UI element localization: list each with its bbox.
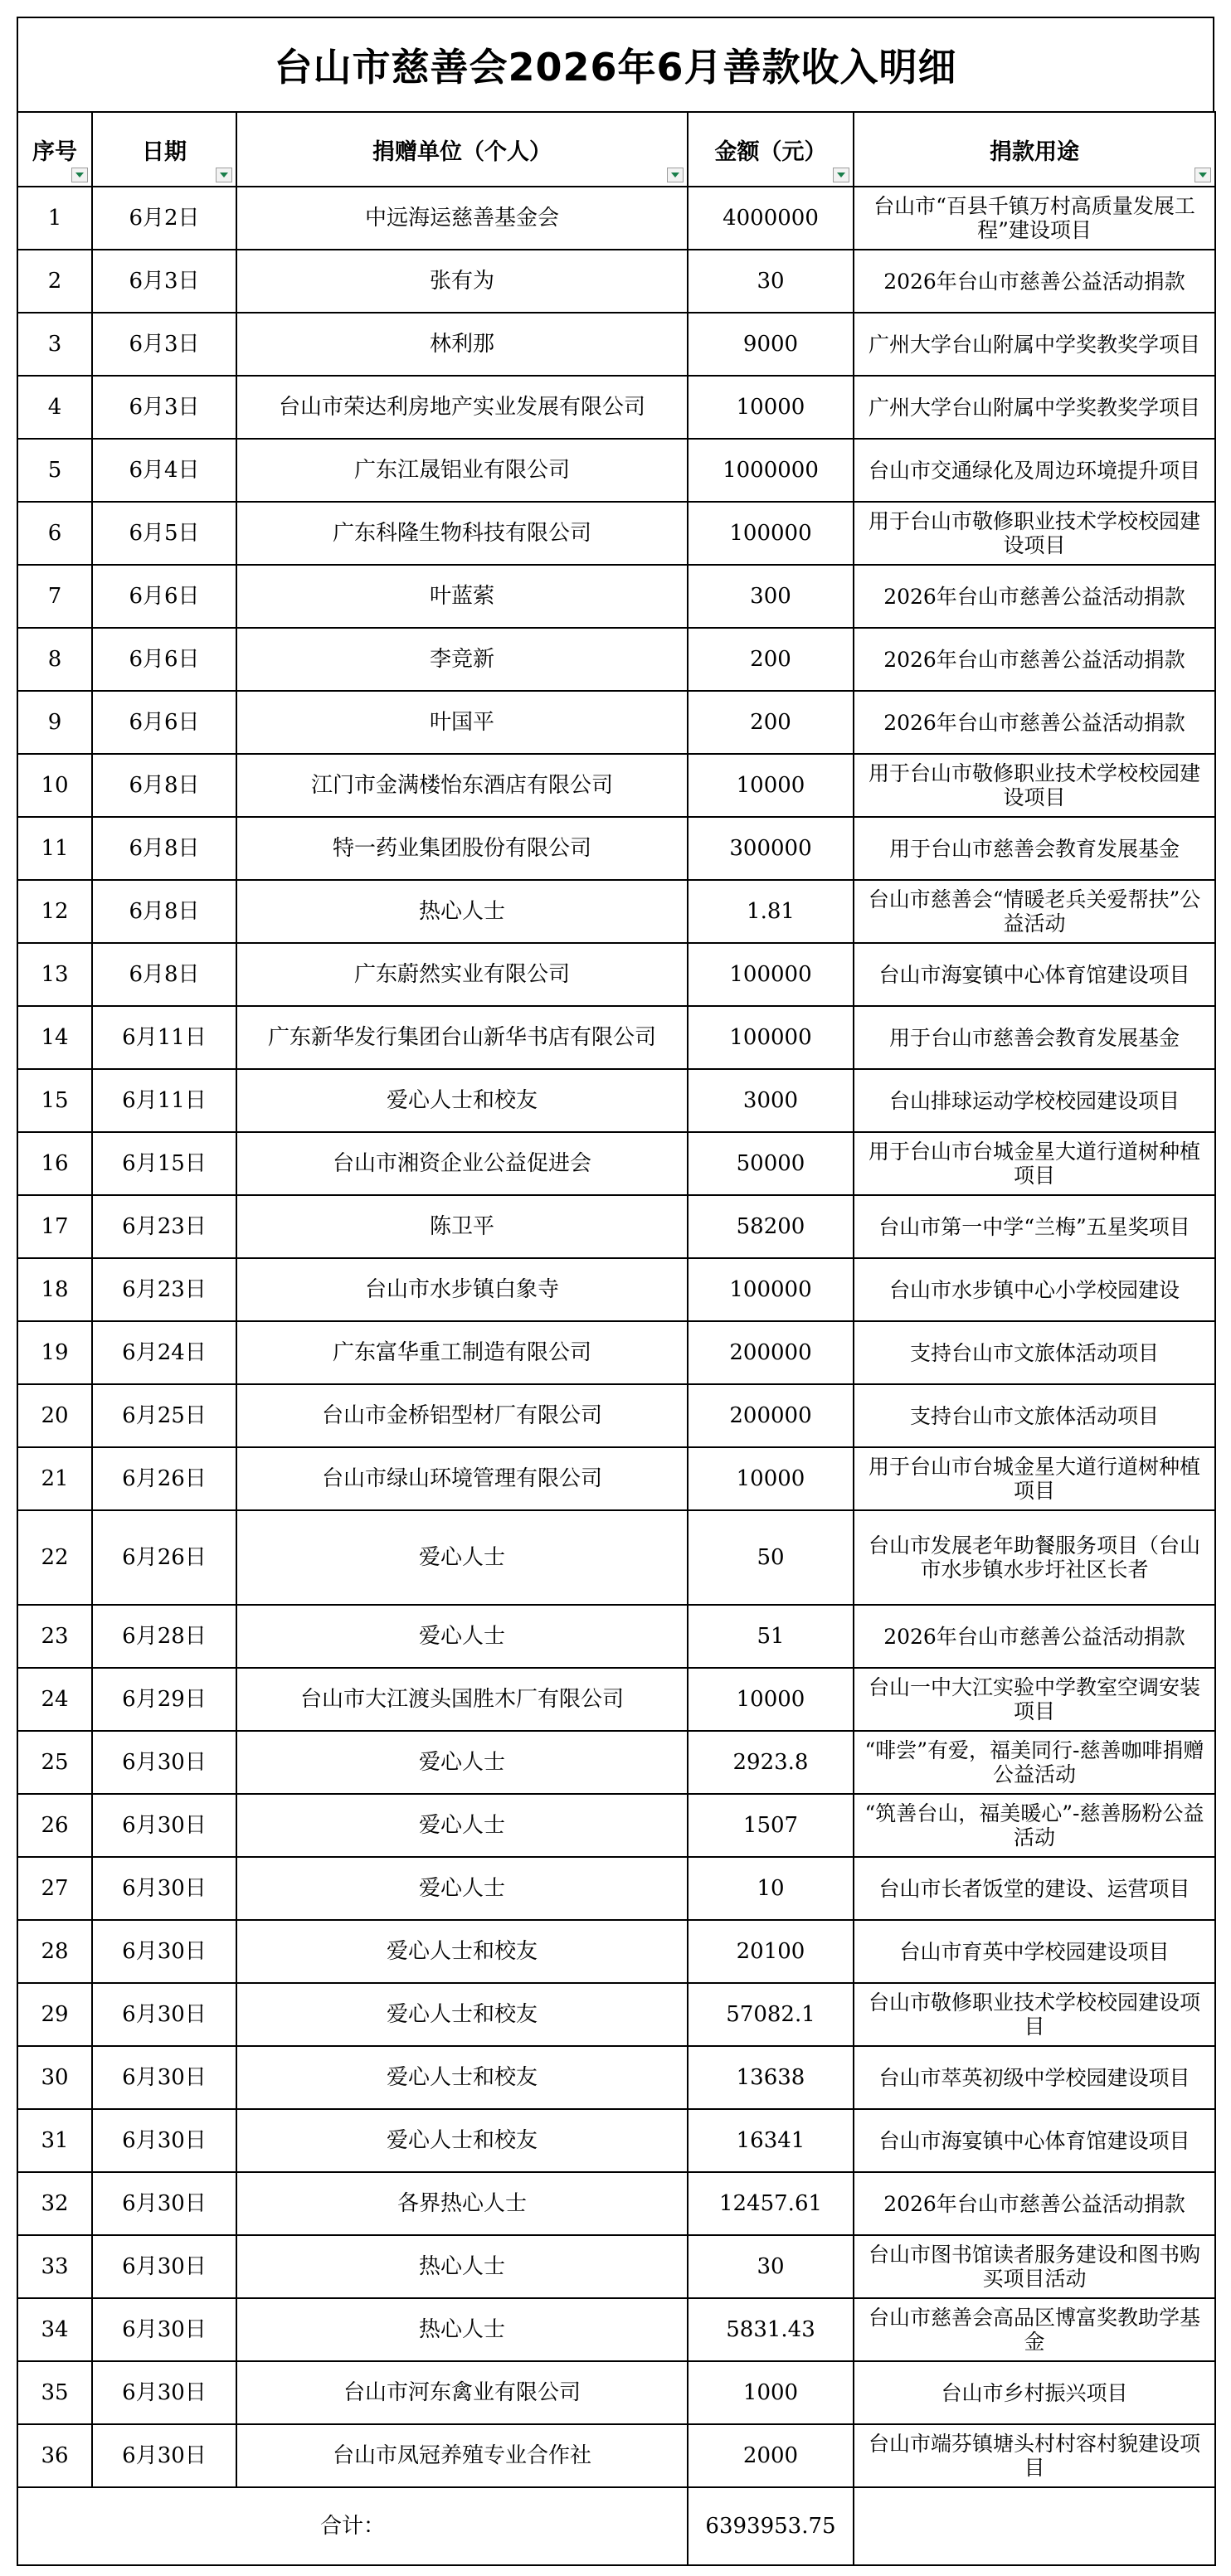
cell-no[interactable]: 16 bbox=[17, 1132, 92, 1195]
table-row bbox=[17, 1920, 1215, 1983]
table-row bbox=[17, 1447, 1215, 1510]
cell-donor[interactable]: 叶蓝萦 bbox=[236, 565, 688, 628]
cell-amount[interactable]: 3000 bbox=[688, 1069, 854, 1132]
cell-no[interactable]: 26 bbox=[17, 1794, 92, 1857]
cell-date[interactable]: 6月30日 bbox=[92, 2361, 236, 2424]
cell-donor[interactable]: 爱心人士和校友 bbox=[236, 2046, 688, 2109]
cell-date[interactable]: 6月6日 bbox=[92, 628, 236, 691]
total-label: 合计： bbox=[17, 2487, 688, 2565]
table-row bbox=[17, 2424, 1215, 2487]
filter-dropdown-icon[interactable] bbox=[667, 168, 684, 182]
cell-date[interactable]: 6月30日 bbox=[92, 2424, 236, 2487]
cell-no[interactable]: 32 bbox=[17, 2172, 92, 2235]
cell-date[interactable]: 6月29日 bbox=[92, 1668, 236, 1731]
cell-purpose[interactable]: 用于台山市台城金星大道行道树种植项目 bbox=[854, 1447, 1215, 1510]
cell-amount[interactable]: 300 bbox=[688, 565, 854, 628]
cell-donor[interactable]: 各界热心人士 bbox=[236, 2172, 688, 2235]
filter-dropdown-icon[interactable] bbox=[71, 168, 88, 182]
cell-no[interactable]: 8 bbox=[17, 628, 92, 691]
cell-donor[interactable]: 陈卫平 bbox=[236, 1195, 688, 1258]
donation-table bbox=[17, 111, 1216, 2566]
cell-purpose[interactable]: 台山市海宴镇中心体育馆建设项目 bbox=[854, 943, 1215, 1006]
table-row bbox=[17, 2298, 1215, 2361]
cell-purpose[interactable]: 台山市长者饭堂的建设、运营项目 bbox=[854, 1857, 1215, 1920]
table-body bbox=[17, 187, 1215, 2565]
cell-no[interactable]: 27 bbox=[17, 1857, 92, 1920]
table-row bbox=[17, 880, 1215, 943]
cell-date[interactable]: 6月28日 bbox=[92, 1605, 236, 1668]
cell-purpose[interactable]: 台山市交通绿化及周边环境提升项目 bbox=[854, 439, 1215, 502]
cell-donor[interactable]: 爱心人士和校友 bbox=[236, 1069, 688, 1132]
cell-no[interactable]: 19 bbox=[17, 1321, 92, 1384]
table-row bbox=[17, 628, 1215, 691]
cell-donor[interactable]: 广东科隆生物科技有限公司 bbox=[236, 502, 688, 565]
cell-purpose[interactable]: 支持台山市文旅体活动项目 bbox=[854, 1321, 1215, 1384]
cell-date[interactable]: 6月15日 bbox=[92, 1132, 236, 1195]
cell-amount[interactable]: 2000 bbox=[688, 2424, 854, 2487]
cell-amount[interactable]: 5831.43 bbox=[688, 2298, 854, 2361]
cell-amount[interactable]: 58200 bbox=[688, 1195, 854, 1258]
cell-donor[interactable]: 爱心人士和校友 bbox=[236, 1983, 688, 2046]
cell-donor[interactable]: 台山市凤冠养殖专业合作社 bbox=[236, 2424, 688, 2487]
cell-donor[interactable]: 热心人士 bbox=[236, 880, 688, 943]
table-row bbox=[17, 754, 1215, 817]
total-empty-cell bbox=[854, 2487, 1215, 2565]
cell-no[interactable]: 5 bbox=[17, 439, 92, 502]
cell-donor[interactable]: 广东富华重工制造有限公司 bbox=[236, 1321, 688, 1384]
cell-purpose[interactable]: 用于台山市台城金星大道行道树种植项目 bbox=[854, 1132, 1215, 1195]
header-amount-label: 金额（元） bbox=[714, 139, 827, 165]
table-row bbox=[17, 1195, 1215, 1258]
cell-amount[interactable]: 4000000 bbox=[688, 187, 854, 250]
cell-donor[interactable]: 台山市水步镇白象寺 bbox=[236, 1258, 688, 1321]
cell-date[interactable]: 6月26日 bbox=[92, 1510, 236, 1605]
cell-purpose[interactable]: 台山一中大江实验中学教室空调安装项目 bbox=[854, 1668, 1215, 1731]
cell-date[interactable]: 6月30日 bbox=[92, 2298, 236, 2361]
cell-no[interactable]: 35 bbox=[17, 2361, 92, 2424]
cell-no[interactable]: 21 bbox=[17, 1447, 92, 1510]
header-row bbox=[17, 112, 1215, 187]
table-row bbox=[17, 376, 1215, 439]
cell-donor[interactable]: 张有为 bbox=[236, 250, 688, 313]
cell-purpose[interactable]: 台山市端芬镇塘头村村容村貌建设项目 bbox=[854, 2424, 1215, 2487]
cell-amount[interactable]: 10000 bbox=[688, 1668, 854, 1731]
cell-donor[interactable]: 广东江晟铝业有限公司 bbox=[236, 439, 688, 502]
cell-donor[interactable]: 林利那 bbox=[236, 313, 688, 376]
cell-no[interactable]: 2 bbox=[17, 250, 92, 313]
cell-donor[interactable]: 广东蔚然实业有限公司 bbox=[236, 943, 688, 1006]
cell-date[interactable]: 6月3日 bbox=[92, 376, 236, 439]
cell-donor[interactable]: 台山市绿山环境管理有限公司 bbox=[236, 1447, 688, 1510]
cell-donor[interactable]: 爱心人士和校友 bbox=[236, 2109, 688, 2172]
table-row bbox=[17, 817, 1215, 880]
cell-purpose[interactable]: 用于台山市慈善会教育发展基金 bbox=[854, 817, 1215, 880]
cell-amount[interactable]: 9000 bbox=[688, 313, 854, 376]
cell-no[interactable]: 36 bbox=[17, 2424, 92, 2487]
cell-no[interactable]: 30 bbox=[17, 2046, 92, 2109]
cell-no[interactable]: 10 bbox=[17, 754, 92, 817]
filter-dropdown-icon[interactable] bbox=[1195, 168, 1211, 182]
cell-date[interactable]: 6月26日 bbox=[92, 1447, 236, 1510]
cell-donor[interactable]: 台山市荣达利房地产实业发展有限公司 bbox=[236, 376, 688, 439]
table-row bbox=[17, 2235, 1215, 2298]
cell-no[interactable]: 15 bbox=[17, 1069, 92, 1132]
cell-amount[interactable]: 300000 bbox=[688, 817, 854, 880]
cell-date[interactable]: 6月8日 bbox=[92, 754, 236, 817]
cell-date[interactable]: 6月3日 bbox=[92, 313, 236, 376]
cell-date[interactable]: 6月2日 bbox=[92, 187, 236, 250]
cell-date[interactable]: 6月30日 bbox=[92, 2109, 236, 2172]
table-row bbox=[17, 943, 1215, 1006]
cell-purpose[interactable]: 广州大学台山附属中学奖教奖学项目 bbox=[854, 376, 1215, 439]
cell-no[interactable]: 11 bbox=[17, 817, 92, 880]
table-row bbox=[17, 250, 1215, 313]
cell-purpose[interactable]: 广州大学台山附属中学奖教奖学项目 bbox=[854, 313, 1215, 376]
cell-no[interactable]: 12 bbox=[17, 880, 92, 943]
cell-purpose[interactable]: “啡尝”有爱，福美同行-慈善咖啡捐赠公益活动 bbox=[854, 1731, 1215, 1794]
table-row bbox=[17, 1069, 1215, 1132]
cell-donor[interactable]: 爱心人士和校友 bbox=[236, 1920, 688, 1983]
table-row bbox=[17, 187, 1215, 250]
header-donor bbox=[236, 112, 688, 187]
table-row bbox=[17, 1006, 1215, 1069]
cell-amount[interactable]: 200 bbox=[688, 628, 854, 691]
cell-no[interactable]: 24 bbox=[17, 1668, 92, 1731]
header-purpose-label: 捐款用途 bbox=[990, 139, 1079, 165]
cell-purpose[interactable]: 台山市育英中学校园建设项目 bbox=[854, 1920, 1215, 1983]
cell-amount[interactable]: 10000 bbox=[688, 1447, 854, 1510]
cell-donor[interactable]: 特一药业集团股份有限公司 bbox=[236, 817, 688, 880]
table-row bbox=[17, 1321, 1215, 1384]
header-no-label: 序号 bbox=[32, 139, 77, 165]
cell-purpose[interactable]: 用于台山市敬修职业技术学校校园建设项目 bbox=[854, 754, 1215, 817]
cell-amount[interactable]: 200000 bbox=[688, 1321, 854, 1384]
cell-date[interactable]: 6月8日 bbox=[92, 943, 236, 1006]
total-amount: 6393953.75 bbox=[688, 2487, 854, 2565]
cell-donor[interactable]: 广东新华发行集团台山新华书店有限公司 bbox=[236, 1006, 688, 1069]
cell-date[interactable]: 6月6日 bbox=[92, 691, 236, 754]
total-row bbox=[17, 2487, 1215, 2565]
cell-amount[interactable]: 12457.61 bbox=[688, 2172, 854, 2235]
cell-donor[interactable]: 爱心人士 bbox=[236, 1731, 688, 1794]
table-row bbox=[17, 1794, 1215, 1857]
cell-date[interactable]: 6月30日 bbox=[92, 1857, 236, 1920]
cell-date[interactable]: 6月25日 bbox=[92, 1384, 236, 1447]
cell-date[interactable]: 6月11日 bbox=[92, 1069, 236, 1132]
cell-date[interactable]: 6月11日 bbox=[92, 1006, 236, 1069]
header-purpose bbox=[854, 112, 1215, 187]
cell-donor[interactable]: 爱心人士 bbox=[236, 1510, 688, 1605]
cell-purpose[interactable]: 台山市海宴镇中心体育馆建设项目 bbox=[854, 2109, 1215, 2172]
title-cell bbox=[17, 17, 1214, 111]
cell-purpose[interactable]: 2026年台山市慈善公益活动捐款 bbox=[854, 250, 1215, 313]
cell-donor[interactable]: 爱心人士 bbox=[236, 1857, 688, 1920]
filter-dropdown-icon[interactable] bbox=[833, 168, 849, 182]
cell-amount[interactable]: 1000 bbox=[688, 2361, 854, 2424]
cell-date[interactable]: 6月6日 bbox=[92, 565, 236, 628]
cell-amount[interactable]: 50 bbox=[688, 1510, 854, 1605]
cell-donor[interactable]: 江门市金满楼怡东酒店有限公司 bbox=[236, 754, 688, 817]
table-row bbox=[17, 1983, 1215, 2046]
cell-amount[interactable]: 200000 bbox=[688, 1384, 854, 1447]
cell-amount[interactable]: 200 bbox=[688, 691, 854, 754]
cell-purpose[interactable]: 台山市慈善会“情暖老兵关爱帮扶”公益活动 bbox=[854, 880, 1215, 943]
cell-date[interactable]: 6月5日 bbox=[92, 502, 236, 565]
cell-amount[interactable]: 2923.8 bbox=[688, 1731, 854, 1794]
cell-date[interactable]: 6月23日 bbox=[92, 1258, 236, 1321]
cell-donor[interactable]: 台山市金桥铝型材厂有限公司 bbox=[236, 1384, 688, 1447]
cell-no[interactable]: 29 bbox=[17, 1983, 92, 2046]
cell-amount[interactable]: 100000 bbox=[688, 502, 854, 565]
cell-no[interactable]: 20 bbox=[17, 1384, 92, 1447]
cell-amount[interactable]: 100000 bbox=[688, 1258, 854, 1321]
table-row bbox=[17, 2172, 1215, 2235]
cell-donor[interactable]: 热心人士 bbox=[236, 2235, 688, 2298]
cell-no[interactable]: 23 bbox=[17, 1605, 92, 1668]
table-row bbox=[17, 439, 1215, 502]
cell-purpose[interactable]: 台山市慈善会高品区博富奖教助学基金 bbox=[854, 2298, 1215, 2361]
table-row bbox=[17, 691, 1215, 754]
table-row bbox=[17, 502, 1215, 565]
cell-no[interactable]: 14 bbox=[17, 1006, 92, 1069]
cell-amount[interactable]: 30 bbox=[688, 2235, 854, 2298]
cell-date[interactable]: 6月30日 bbox=[92, 1731, 236, 1794]
cell-purpose[interactable]: 用于台山市敬修职业技术学校校园建设项目 bbox=[854, 502, 1215, 565]
cell-date[interactable]: 6月24日 bbox=[92, 1321, 236, 1384]
table-row bbox=[17, 2361, 1215, 2424]
cell-amount[interactable]: 1507 bbox=[688, 1794, 854, 1857]
cell-purpose[interactable]: 2026年台山市慈善公益活动捐款 bbox=[854, 1605, 1215, 1668]
cell-donor[interactable]: 热心人士 bbox=[236, 2298, 688, 2361]
cell-date[interactable]: 6月8日 bbox=[92, 817, 236, 880]
cell-donor[interactable]: 爱心人士 bbox=[236, 1794, 688, 1857]
cell-no[interactable]: 33 bbox=[17, 2235, 92, 2298]
cell-donor[interactable]: 叶国平 bbox=[236, 691, 688, 754]
cell-no[interactable]: 1 bbox=[17, 187, 92, 250]
cell-amount[interactable]: 51 bbox=[688, 1605, 854, 1668]
cell-amount[interactable]: 10 bbox=[688, 1857, 854, 1920]
cell-no[interactable]: 3 bbox=[17, 313, 92, 376]
cell-date[interactable]: 6月30日 bbox=[92, 1983, 236, 2046]
header-amount bbox=[688, 112, 854, 187]
cell-date[interactable]: 6月3日 bbox=[92, 250, 236, 313]
cell-no[interactable]: 22 bbox=[17, 1510, 92, 1605]
cell-purpose[interactable]: 2026年台山市慈善公益活动捐款 bbox=[854, 628, 1215, 691]
table-row bbox=[17, 2046, 1215, 2109]
cell-amount[interactable]: 30 bbox=[688, 250, 854, 313]
cell-no[interactable]: 34 bbox=[17, 2298, 92, 2361]
cell-no[interactable]: 13 bbox=[17, 943, 92, 1006]
table-row bbox=[17, 313, 1215, 376]
cell-amount[interactable]: 10000 bbox=[688, 754, 854, 817]
cell-amount[interactable]: 13638 bbox=[688, 2046, 854, 2109]
cell-date[interactable]: 6月8日 bbox=[92, 880, 236, 943]
cell-date[interactable]: 6月30日 bbox=[92, 2235, 236, 2298]
cell-purpose[interactable]: 用于台山市慈善会教育发展基金 bbox=[854, 1006, 1215, 1069]
cell-amount[interactable]: 57082.1 bbox=[688, 1983, 854, 2046]
cell-no[interactable]: 28 bbox=[17, 1920, 92, 1983]
cell-purpose[interactable]: 台山市萃英初级中学校园建设项目 bbox=[854, 2046, 1215, 2109]
cell-purpose[interactable]: 2026年台山市慈善公益活动捐款 bbox=[854, 565, 1215, 628]
header-no bbox=[17, 112, 92, 187]
cell-purpose[interactable]: 台山市水步镇中心小学校园建设 bbox=[854, 1258, 1215, 1321]
cell-date[interactable]: 6月30日 bbox=[92, 2046, 236, 2109]
cell-date[interactable]: 6月30日 bbox=[92, 1920, 236, 1983]
table-row bbox=[17, 1132, 1215, 1195]
cell-purpose[interactable]: “筑善台山，福美暖心”-慈善肠粉公益活动 bbox=[854, 1794, 1215, 1857]
header-date bbox=[92, 112, 236, 187]
cell-date[interactable]: 6月23日 bbox=[92, 1195, 236, 1258]
cell-amount[interactable]: 20100 bbox=[688, 1920, 854, 1983]
cell-no[interactable]: 18 bbox=[17, 1258, 92, 1321]
cell-amount[interactable]: 16341 bbox=[688, 2109, 854, 2172]
cell-amount[interactable]: 1.81 bbox=[688, 880, 854, 943]
cell-date[interactable]: 6月30日 bbox=[92, 2172, 236, 2235]
cell-no[interactable]: 25 bbox=[17, 1731, 92, 1794]
cell-donor[interactable]: 中远海运慈善基金会 bbox=[236, 187, 688, 250]
table-row bbox=[17, 1605, 1215, 1668]
cell-no[interactable]: 6 bbox=[17, 502, 92, 565]
table-row bbox=[17, 1731, 1215, 1794]
cell-date[interactable]: 6月4日 bbox=[92, 439, 236, 502]
header-donor-label: 捐赠单位（个人） bbox=[372, 139, 552, 165]
filter-dropdown-icon[interactable] bbox=[216, 168, 232, 182]
cell-date[interactable]: 6月30日 bbox=[92, 1794, 236, 1857]
cell-purpose[interactable]: 台山市第一中学“兰梅”五星奖项目 bbox=[854, 1195, 1215, 1258]
header-date-label: 日期 bbox=[142, 139, 187, 165]
cell-no[interactable]: 31 bbox=[17, 2109, 92, 2172]
table-row bbox=[17, 1510, 1215, 1605]
cell-donor[interactable]: 李竞新 bbox=[236, 628, 688, 691]
table-row bbox=[17, 565, 1215, 628]
table-row bbox=[17, 1384, 1215, 1447]
cell-donor[interactable]: 爱心人士 bbox=[236, 1605, 688, 1668]
cell-purpose[interactable]: 台山排球运动学校校园建设项目 bbox=[854, 1069, 1215, 1132]
cell-purpose[interactable]: 台山市发展老年助餐服务项目（台山市水步镇水步圩社区长者 bbox=[854, 1510, 1215, 1605]
cell-purpose[interactable]: 支持台山市文旅体活动项目 bbox=[854, 1384, 1215, 1447]
cell-donor[interactable]: 台山市大江渡头国胜木厂有限公司 bbox=[236, 1668, 688, 1731]
cell-purpose[interactable]: 台山市乡村振兴项目 bbox=[854, 2361, 1215, 2424]
cell-donor[interactable]: 台山市河东禽业有限公司 bbox=[236, 2361, 688, 2424]
cell-purpose[interactable]: 台山市图书馆读者服务建设和图书购买项目活动 bbox=[854, 2235, 1215, 2298]
cell-no[interactable]: 17 bbox=[17, 1195, 92, 1258]
table-row bbox=[17, 1668, 1215, 1731]
cell-amount[interactable]: 100000 bbox=[688, 943, 854, 1006]
cell-purpose[interactable]: 台山市敬修职业技术学校校园建设项目 bbox=[854, 1983, 1215, 2046]
cell-purpose[interactable]: 2026年台山市慈善公益活动捐款 bbox=[854, 691, 1215, 754]
cell-amount[interactable]: 50000 bbox=[688, 1132, 854, 1195]
cell-no[interactable]: 7 bbox=[17, 565, 92, 628]
cell-amount[interactable]: 10000 bbox=[688, 376, 854, 439]
cell-purpose[interactable]: 台山市“百县千镇万村高质量发展工程”建设项目 bbox=[854, 187, 1215, 250]
cell-no[interactable]: 9 bbox=[17, 691, 92, 754]
cell-amount[interactable]: 1000000 bbox=[688, 439, 854, 502]
cell-amount[interactable]: 100000 bbox=[688, 1006, 854, 1069]
table-row bbox=[17, 2109, 1215, 2172]
cell-donor[interactable]: 台山市湘资企业公益促进会 bbox=[236, 1132, 688, 1195]
spreadsheet bbox=[17, 17, 1214, 2566]
cell-no[interactable]: 4 bbox=[17, 376, 92, 439]
table-row bbox=[17, 1857, 1215, 1920]
table-row bbox=[17, 1258, 1215, 1321]
cell-purpose[interactable]: 2026年台山市慈善公益活动捐款 bbox=[854, 2172, 1215, 2235]
page-title: 台山市慈善会2026年6月善款收入明细 bbox=[274, 45, 957, 90]
